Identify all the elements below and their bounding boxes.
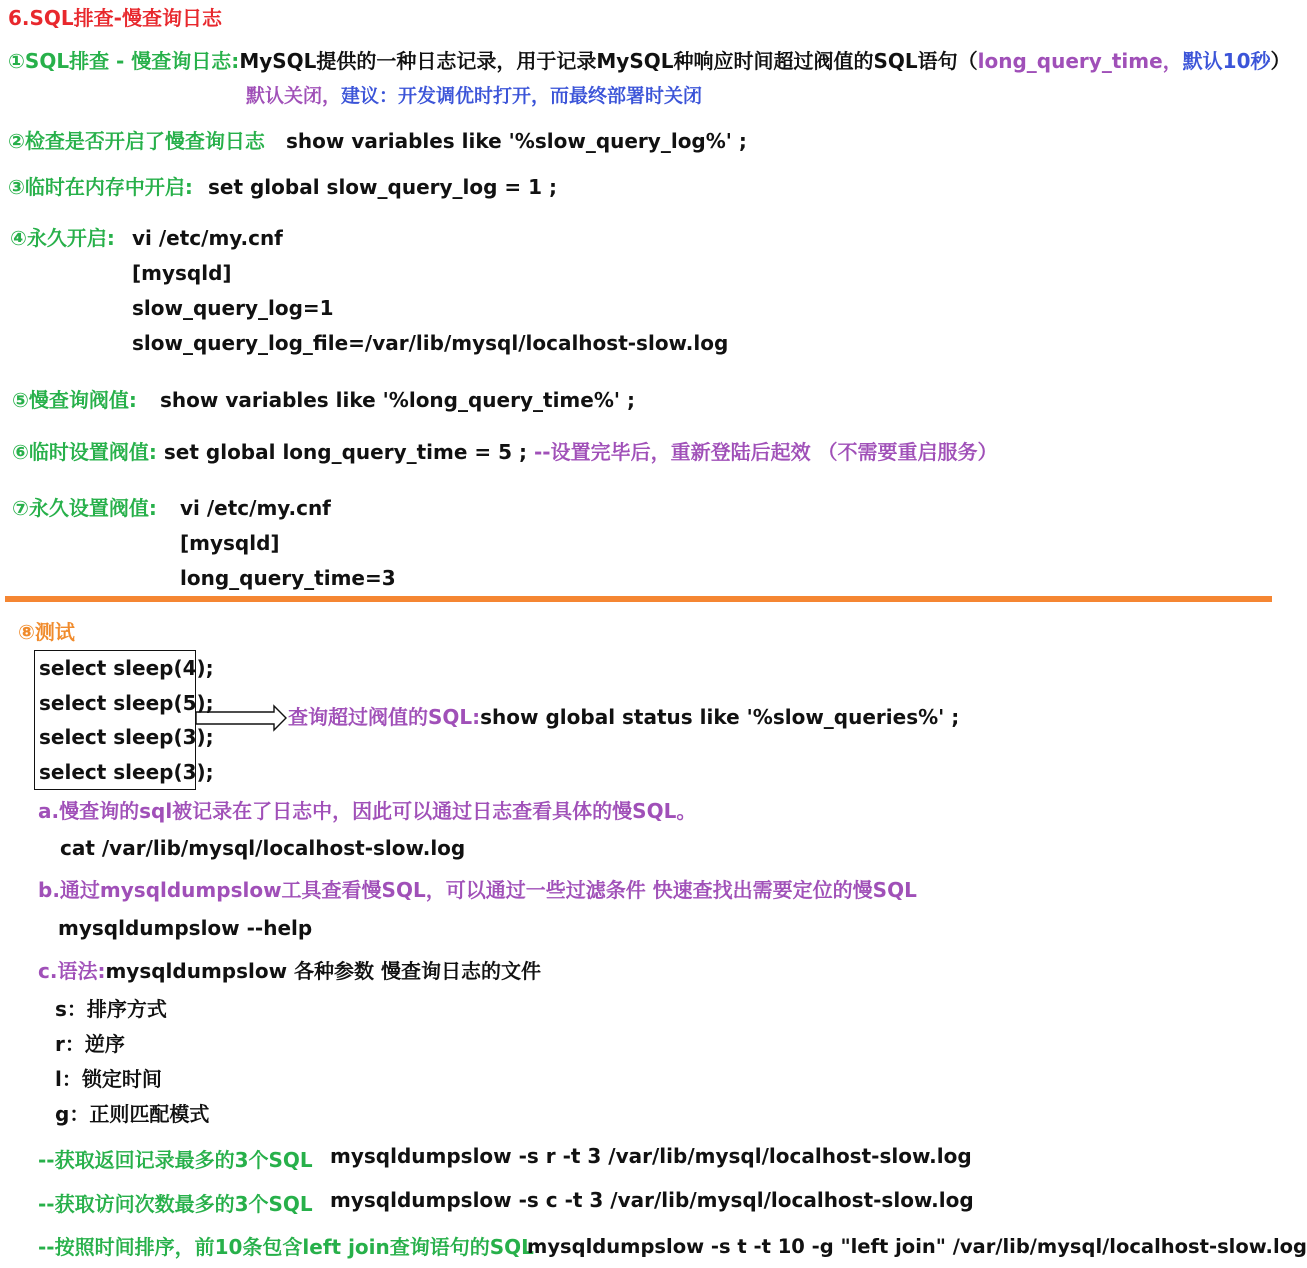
section-6-comment: --设置完毕后，重新登陆后起效 （不需要重启服务） xyxy=(533,440,998,464)
section-1-note-advice: 建议：开发调优时打开，而最终部署时关闭 xyxy=(341,85,703,107)
example-label: --获取访问次数最多的3个SQL xyxy=(38,1192,313,1216)
sleep-statement: select sleep(4); xyxy=(39,656,214,680)
note-b-cmd: mysqldumpslow --help xyxy=(58,916,313,940)
note-a: a.慢查询的sql被记录在了日志中，因此可以通过日志查看具体的慢SQL。 xyxy=(38,799,697,823)
note-c-text: mysqldumpslow 各种参数 慢查询日志的文件 xyxy=(105,959,542,983)
config-line: slow_query_log=1 xyxy=(132,296,334,320)
config-line: slow_query_log_file=/var/lib/mysql/localhost-slow.log xyxy=(132,331,729,355)
sleep-statement: select sleep(3); xyxy=(39,759,214,784)
param-item: l：锁定时间 xyxy=(55,1067,162,1091)
section-2-label: ②检查是否开启了慢查询日志 xyxy=(8,129,265,153)
arrow-right-icon xyxy=(196,705,288,731)
section-2-cmd: show variables like '%slow_query_log%' ; xyxy=(286,129,747,153)
section-1-close: ） xyxy=(1270,49,1291,73)
example-cmd: mysqldumpslow -s c -t 3 /var/lib/mysql/localhost-slow.log xyxy=(330,1188,974,1212)
section-6-label: ⑥临时设置阀值: xyxy=(12,440,157,464)
config-line: [mysqld] xyxy=(132,261,232,285)
example-cmd: mysqldumpslow -s t -t 10 -g "left join" /var/lib/mysql/localhost-slow.log xyxy=(527,1235,1307,1258)
section-8-label: ⑧测试 xyxy=(18,620,75,644)
section-6 xyxy=(12,439,998,465)
note-a-cmd: cat /var/lib/mysql/localhost-slow.log xyxy=(60,836,466,860)
section-5-cmd: show variables like '%long_query_time%' ; xyxy=(160,388,635,412)
param-item: s：排序方式 xyxy=(55,997,167,1021)
section-divider xyxy=(5,596,1272,602)
slow-query-status-cmd: show global status like '%slow_queries%' ; xyxy=(480,705,960,729)
config-line: [mysqld] xyxy=(180,531,280,555)
config-line: vi /etc/my.cnf xyxy=(180,496,331,520)
section-1-note-off: 默认关闭， xyxy=(246,85,342,107)
slow-query-status xyxy=(288,704,959,730)
param-item: g：正则匹配模式 xyxy=(55,1102,210,1126)
param-item: r：逆序 xyxy=(55,1032,125,1056)
section-1-desc: MySQL提供的一种日志记录，用于记录MySQL种响应时间超过阀值的SQL语句（ xyxy=(239,49,978,73)
section-3-label: ③临时在内存中开启: xyxy=(8,175,193,199)
page-title: 6.SQL排查-慢查询日志 xyxy=(8,6,222,30)
slow-query-status-label: 查询超过阀值的SQL: xyxy=(288,705,481,729)
note-b: b.通过mysqldumpslow工具查看慢SQL，可以通过一些过滤条件 快速查找出需要定位的慢SQL xyxy=(38,878,917,902)
sleep-box xyxy=(34,650,214,790)
config-line: vi /etc/my.cnf xyxy=(132,226,283,250)
example-label: --按照时间排序，前10条包含left join查询语句的SQL xyxy=(38,1235,534,1259)
section-6-cmd: set global long_query_time = 5 ; xyxy=(163,440,527,464)
section-4-label: ④永久开启: xyxy=(10,226,115,250)
section-1-default: 默认10秒 xyxy=(1182,49,1271,73)
note-c-label: c.语法: xyxy=(38,959,106,983)
section-1-param: long_query_time xyxy=(977,49,1163,73)
section-5-label: ⑤慢查询阀值: xyxy=(12,388,137,412)
section-1-label: ①SQL排查 - 慢查询日志: xyxy=(8,49,240,73)
example-label: --获取返回记录最多的3个SQL xyxy=(38,1148,313,1172)
config-line: long_query_time=3 xyxy=(180,566,396,590)
section-7-label: ⑦永久设置阀值: xyxy=(12,496,157,520)
section-1-comma: ， xyxy=(1162,49,1183,73)
section-1 xyxy=(8,48,1291,74)
note-c xyxy=(38,958,541,984)
example-cmd: mysqldumpslow -s r -t 3 /var/lib/mysql/localhost-slow.log xyxy=(330,1144,972,1168)
section-3-cmd: set global slow_query_log = 1 ; xyxy=(208,175,558,199)
sleep-statement: select sleep(5); xyxy=(39,690,214,715)
section-1-note xyxy=(246,83,702,109)
sleep-statement: select sleep(3); xyxy=(39,725,214,749)
